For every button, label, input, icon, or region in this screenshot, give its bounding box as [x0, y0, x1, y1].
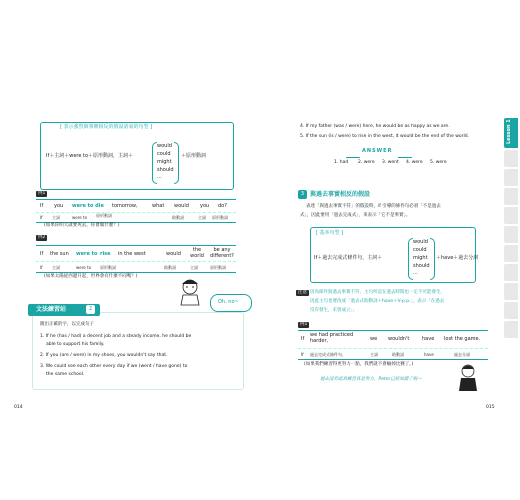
- ex1-sub-verb: 原形動詞: [96, 213, 112, 218]
- ex1-word-what: what: [152, 203, 165, 209]
- ex1-word-would: would: [174, 203, 189, 209]
- ex1-word-if: If: [40, 203, 44, 209]
- example-2-divider: [36, 261, 236, 262]
- rex-sub-aux: 助動詞: [392, 352, 404, 357]
- lesson-tab-5[interactable]: [504, 207, 518, 224]
- section-text-1: 表達「與過去事實不符」的假設時，if 引導的條件句必須「不是過去: [306, 204, 441, 209]
- answer-1: 1. had: [334, 160, 349, 165]
- right-example-row: [298, 330, 488, 360]
- speech-bubble-text: Oh, no~: [218, 299, 239, 305]
- ex1-word-do: do?: [218, 203, 227, 209]
- lesson-tab-8[interactable]: [504, 264, 518, 281]
- pattern-title: [ 表示強烈與事實相反的假設語氣的句型 ]: [60, 124, 153, 130]
- ex2-sub-subject: 主詞: [52, 265, 60, 270]
- lesson-tabs: [504, 118, 520, 340]
- ex2-translation: (如果太陽從西邊升起，世界會有什麼不同嗎？): [44, 274, 138, 279]
- answer-4: 4. were: [406, 160, 423, 165]
- rex-word-wouldnt: wouldn't: [388, 336, 410, 342]
- ex1-sub-verb2: 原形動詞: [212, 215, 228, 220]
- ex2-sub-verb: 原形動詞: [100, 265, 116, 270]
- ex1-word-you: you: [200, 203, 210, 209]
- rex-sub-subject: 主詞: [370, 352, 378, 357]
- rex-sub-have: have: [424, 352, 434, 357]
- question-3: 3. We could see each other every day if we (went / have gone) to: [40, 364, 188, 369]
- answer-5: 5. were: [430, 160, 447, 165]
- practice-instruction: 圈出正確的字，以完成句子: [40, 322, 94, 327]
- lesson-tab-2[interactable]: [504, 150, 518, 167]
- ex2-word-would: would: [166, 251, 181, 257]
- ex2-word-rise: rise: [100, 251, 111, 257]
- ex2-word-if: If: [40, 251, 44, 257]
- basic-pattern-formula: If＋過去完成式條件句，主詞＋: [314, 255, 383, 261]
- right-example-translation: (如果我們練習得更努力一點，我們就不會輸掉比賽了。): [304, 362, 414, 367]
- lesson-tab-10[interactable]: [504, 302, 518, 319]
- section-title: 與過去事實相反的假設: [310, 191, 371, 198]
- modal-could: could: [157, 151, 171, 157]
- rex-sub-if: If: [301, 352, 304, 357]
- lesson-tab-11[interactable]: [504, 321, 518, 338]
- pattern-formula: If＋主詞＋were to＋原形動詞，主詞＋: [46, 153, 134, 159]
- right-example-divider: [298, 348, 488, 349]
- modal-would: would: [157, 143, 172, 149]
- ex2-word-west: in the west: [118, 251, 146, 257]
- answer-3: 3. went: [382, 160, 399, 165]
- practice-title: 文法練習站: [36, 306, 67, 313]
- rex-word-clause: we had practiced harder,: [310, 332, 354, 344]
- girl-character-illustration: [170, 276, 210, 306]
- modal-etc: ...: [157, 174, 162, 180]
- lesson-tab-1[interactable]: [504, 118, 518, 148]
- teacher-character-illustration: [456, 362, 480, 392]
- ex1-word-tomorrow: tomorrow,: [112, 203, 138, 209]
- modal-might: might: [157, 159, 172, 165]
- basic-modal-would: would: [413, 239, 428, 245]
- ex2-word-different: be any different?: [210, 247, 234, 259]
- lesson-tab-label: Lesson 1: [506, 119, 512, 144]
- ex1-sub-subject: 主詞: [52, 215, 60, 220]
- question-3-cont: the same school.: [46, 372, 85, 377]
- question-4: 4. If my father (was / were) here, he would be as happy as we are.: [300, 124, 450, 129]
- question-1-cont: able to support his family.: [46, 342, 105, 347]
- ex1-sub-subject2: 主詞: [198, 215, 206, 220]
- basic-modal-etc: ...: [413, 270, 418, 276]
- rex-word-have: have: [422, 336, 435, 342]
- practice-number: 2: [86, 305, 95, 314]
- ex2-word-subject: the sun: [50, 251, 69, 257]
- ex1-sub-wereto: were to: [72, 215, 88, 220]
- note-line-3: 沒有發生，未曾成立」。: [310, 308, 358, 313]
- basic-pattern-title: [ 基本句型 ]: [316, 230, 344, 236]
- left-page: [14, 94, 256, 412]
- ex2-sub-subject2: 主詞: [190, 265, 198, 270]
- lesson-tab-9[interactable]: [504, 283, 518, 300]
- question-1: 1. If he (has / had) a decent job and a steady income, he should be: [40, 334, 192, 339]
- example-1-row: [36, 199, 236, 223]
- question-2: 2. If you (are / were) in my shoes, you wouldn't say that.: [40, 353, 168, 358]
- section-number: 3: [298, 190, 307, 199]
- right-example-label: 例1: [300, 322, 308, 327]
- answer-title: ANSWER: [362, 148, 393, 154]
- ex2-sub-verb2: 原形動詞: [210, 265, 226, 270]
- ex1-word-wereto: were to die: [72, 203, 104, 209]
- right-page: [260, 94, 502, 412]
- pattern-tail: ＋原形動詞: [181, 153, 207, 159]
- lesson-tab-7[interactable]: [504, 245, 518, 262]
- ex1-word-subject: you: [54, 203, 64, 209]
- modal-should: should: [157, 167, 174, 173]
- question-5: 5. If the sun (is / were) to rise in the west, it would be the end of the world.: [300, 134, 470, 139]
- page-number-left: 014: [14, 405, 23, 410]
- section-text-2: 式」，因此要用「過去完成式」，來表示「它不是事實」。: [300, 213, 411, 218]
- basic-modal-should: should: [413, 263, 430, 269]
- ex1-sub-aux: 助動詞: [172, 215, 184, 220]
- ex1-sub-if: If: [40, 215, 43, 220]
- ex2-sub-wereto: were to: [76, 265, 92, 270]
- page-number-right: 015: [486, 405, 495, 410]
- ex2-word-world: the world: [190, 247, 204, 259]
- ex1-translation: (如果你明天就要死去，你會做什麼？): [44, 223, 120, 228]
- ex2-sub-aux: 助動詞: [164, 265, 176, 270]
- example-2-row: [36, 245, 236, 273]
- lesson-tab-4[interactable]: [504, 188, 518, 205]
- example-1-divider: [36, 212, 236, 213]
- book-spread: [14, 94, 502, 412]
- lesson-tab-6[interactable]: [504, 226, 518, 243]
- basic-pattern-tail: ＋have＋過去分詞: [436, 255, 479, 261]
- lesson-tab-3[interactable]: [504, 169, 518, 186]
- note-line-2: 因此主句也要改成「過去式助動詞＋have＋V-p.p.」，表示「在過去: [310, 299, 445, 304]
- ex2-sub-if: If: [40, 265, 43, 270]
- note-label: 注意: [298, 290, 307, 295]
- rex-word-if: If: [301, 336, 305, 342]
- modal-bracket-right: [174, 142, 179, 184]
- example-2-label: 例2: [38, 235, 46, 240]
- answer-2: 2. were: [358, 160, 375, 165]
- ex2-word-wereto: were to: [76, 251, 98, 257]
- basic-modal-could: could: [413, 247, 427, 253]
- rex-word-we: we: [370, 336, 378, 342]
- rex-sub-clause: 過去完成式條件句，: [310, 352, 346, 357]
- note-line-1: 因為條件與過去事實不符，主句所這在過去時間也一定不可能發生，: [310, 290, 445, 295]
- example-1-label: 例1: [38, 191, 46, 196]
- basic-modal-bracket-right: [430, 238, 435, 280]
- rex-sub-participle: 過去分詞: [454, 352, 470, 357]
- rex-word-lost: lost the game.: [444, 336, 481, 342]
- basic-modal-might: might: [413, 255, 428, 261]
- handwritten-note: 過去沒有認真練習真是努力，Peter已經知錯了啦～: [320, 377, 422, 382]
